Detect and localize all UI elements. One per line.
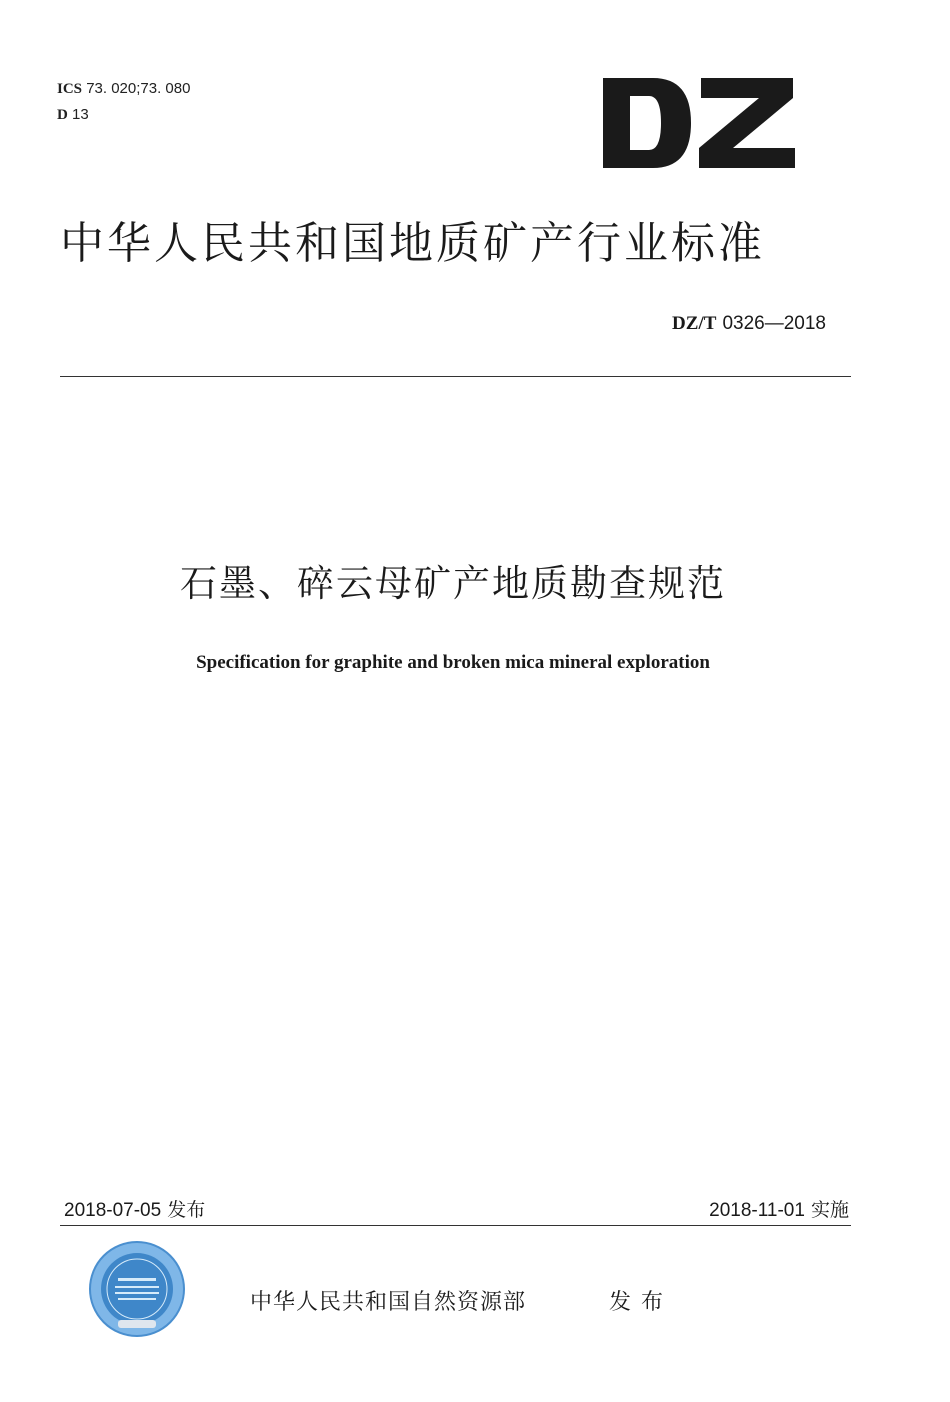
dz-logo-z-shape [699,78,795,168]
anti-counterfeit-seal [88,1240,186,1338]
publish-label: 发布 [167,1199,206,1221]
ccs-code: 13 [72,106,89,123]
document-title-en: Specification for graphite and broken mica mineral exploration [196,652,710,673]
standard-number: 0326—2018 [722,313,826,334]
ccs-line [57,102,190,128]
ccs-label: D [57,107,68,123]
issuing-action: 发布 [609,1290,674,1315]
publish-date: 2018-07-05 [64,1200,162,1221]
dz-logo-d-shape [603,78,691,168]
bottom-divider [60,1225,851,1226]
standard-code [672,312,826,335]
standard-prefix: DZ/T [672,313,717,334]
document-title-zh: 石墨、碎云母矿产地质勘查规范 [180,562,726,605]
industry-standard-title: 中华人民共和国地质矿产行业标准 [60,218,765,269]
implement-label: 实施 [810,1199,849,1221]
ics-label: ICS [57,81,83,97]
classification-block [57,76,190,128]
top-divider [60,376,851,377]
publish-date-line [64,1196,205,1225]
implement-date: 2018-11-01 [709,1200,805,1221]
dz-logo [603,74,795,172]
implement-date-line [709,1196,849,1225]
ics-line [57,76,190,102]
issuing-authority: 中华人民共和国自然资源部 [250,1290,527,1315]
ics-code: 73. 020;73. 080 [86,80,191,97]
